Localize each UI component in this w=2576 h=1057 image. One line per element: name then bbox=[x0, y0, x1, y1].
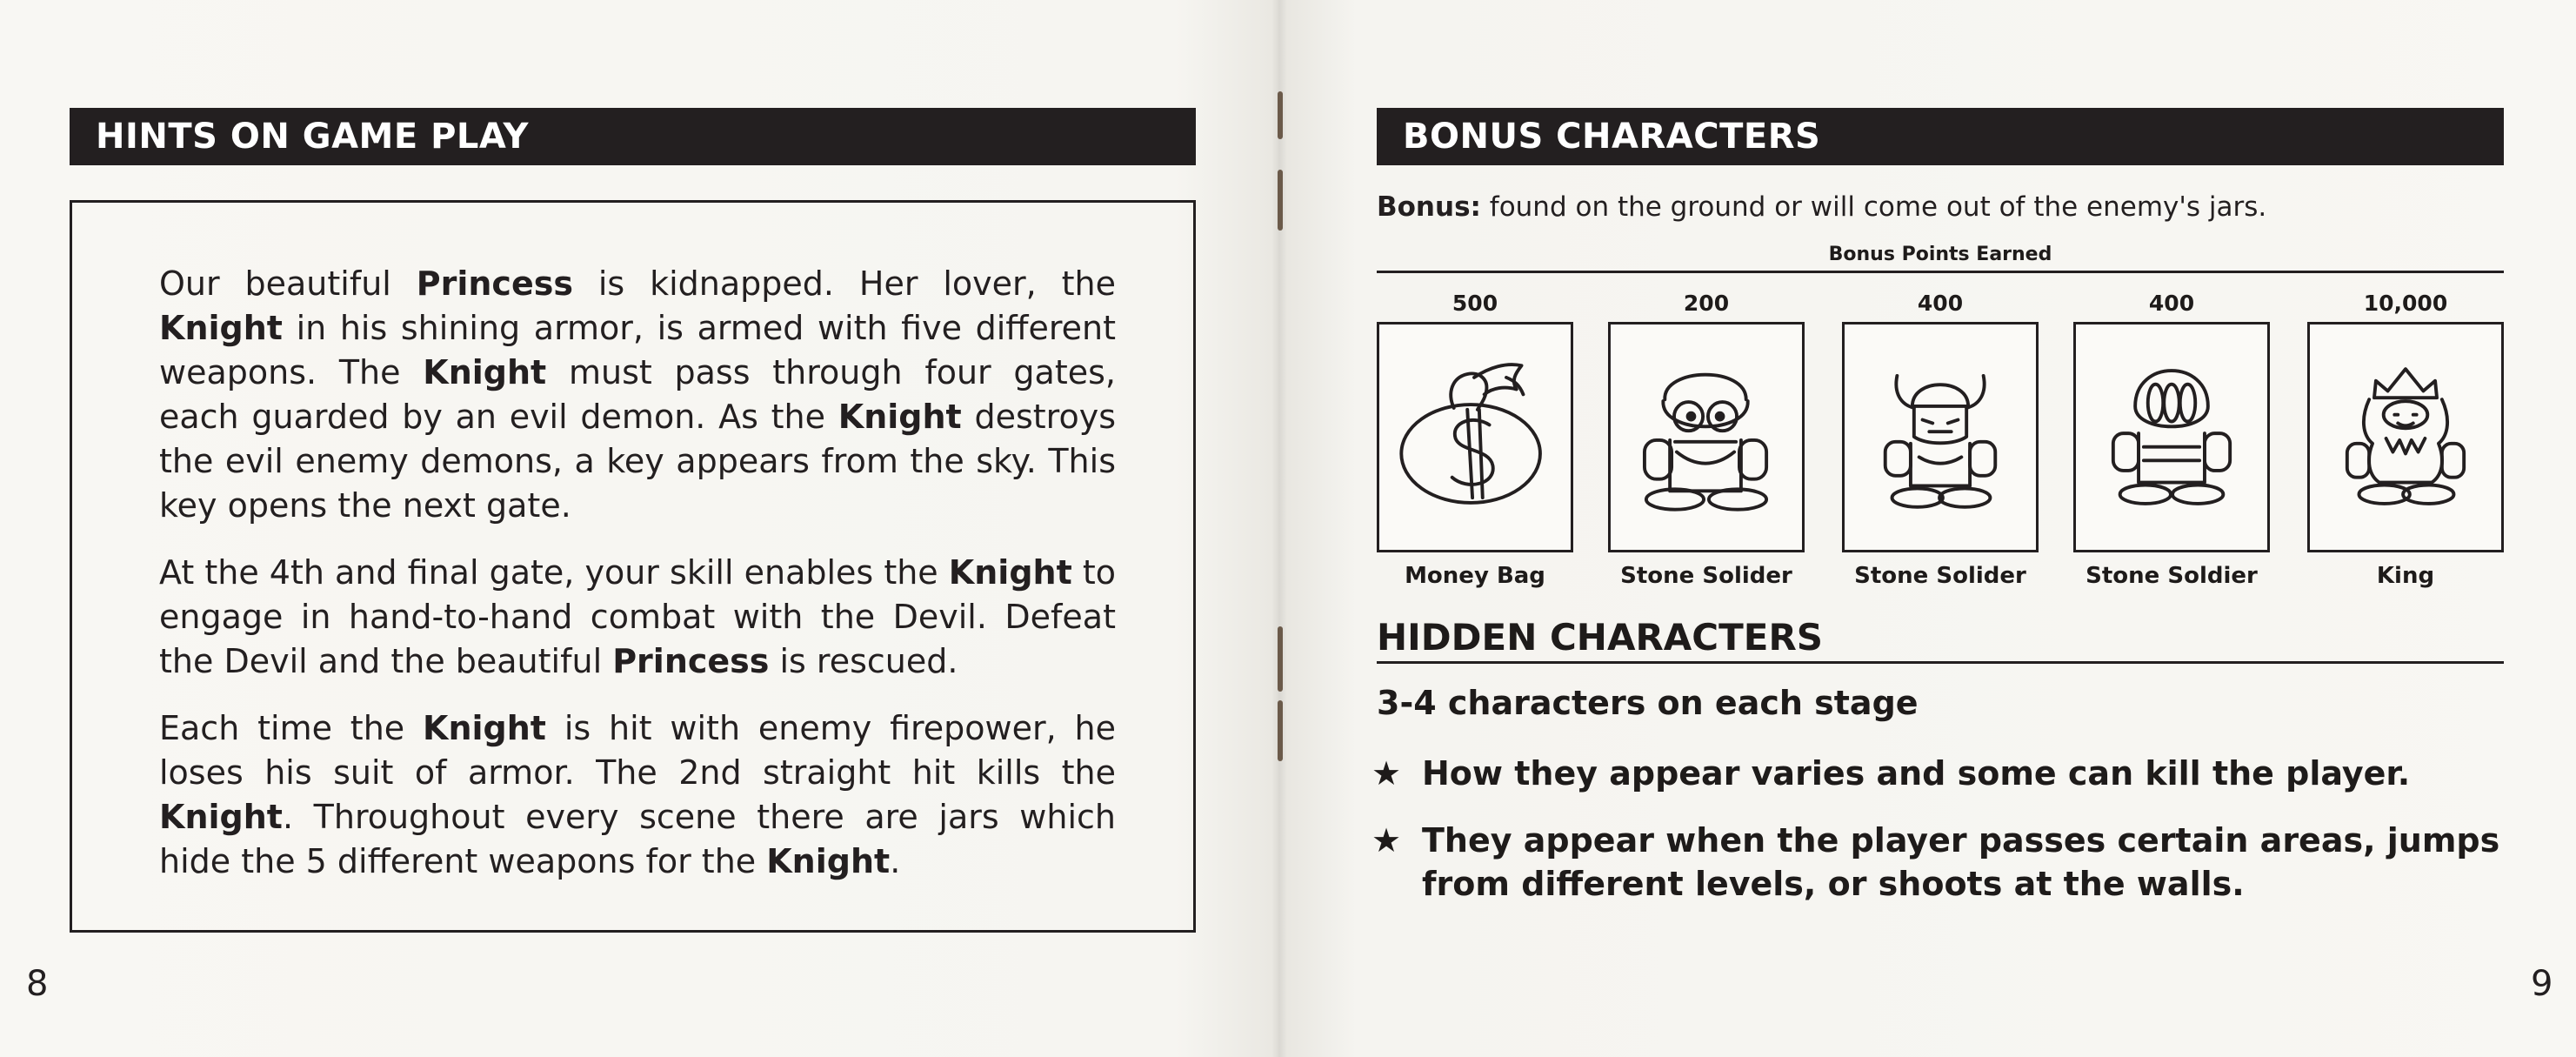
character-name: Stone Solider bbox=[1854, 563, 2026, 589]
page-number-left: 8 bbox=[26, 964, 49, 1004]
staple-top-lower bbox=[1278, 170, 1283, 231]
emphasized-word: Knight bbox=[423, 353, 547, 391]
staple-bottom-lower bbox=[1278, 700, 1283, 761]
hints-text bbox=[159, 262, 1116, 906]
star-bullet-icon: ★ bbox=[1371, 821, 1402, 860]
gutter-shadow bbox=[1271, 0, 1287, 1057]
paragraph-text: . bbox=[890, 842, 901, 880]
bonus-character-stone-soldier-3 bbox=[2073, 285, 2270, 589]
emphasized-word: Knight bbox=[948, 553, 1072, 592]
stone-soldier-grille-icon bbox=[2076, 324, 2267, 550]
paragraph-text: . Throughout every scene there are jars which hide the 5 different weapons for the bbox=[159, 798, 1116, 880]
paragraph-text: in his shining armor, is armed with five different weapons. The bbox=[159, 309, 1116, 391]
emphasized-word: Knight bbox=[159, 798, 283, 836]
money-bag-icon bbox=[1379, 324, 1571, 550]
staple-bottom bbox=[1278, 626, 1283, 692]
paragraph-text: is kidnapped. Her lover, the bbox=[572, 264, 1116, 303]
hidden-characters-rule bbox=[1377, 661, 2504, 664]
paragraph-text: destroys the evil enemy demons, a key appears from the sky. This key opens the next gate. bbox=[159, 398, 1116, 525]
bonus-character-king bbox=[2307, 285, 2504, 589]
emphasized-word: Knight bbox=[766, 842, 891, 880]
emphasized-word: Knight bbox=[838, 398, 962, 436]
bonus-character-stone-solider-2 bbox=[1842, 285, 2039, 589]
bonus-character-money-bag bbox=[1377, 285, 1573, 589]
character-frame bbox=[2073, 322, 2270, 552]
bonus-points-caption: Bonus Points Earned bbox=[1828, 244, 2052, 265]
hidden-characters-subtitle: 3-4 characters on each stage bbox=[1377, 684, 1919, 722]
bonus-text: found on the ground or will come out of the enemy's jars. bbox=[1480, 191, 2267, 223]
bonus-character-stone-solider-1 bbox=[1608, 285, 1805, 589]
character-points: 10,000 bbox=[2363, 291, 2448, 316]
paragraph-text: At the 4th and final gate, your skill enables the bbox=[159, 553, 949, 592]
paragraph-text: must pass through four gates, each guarded by an evil demon. As the bbox=[159, 353, 1116, 436]
bullet-text: How they appear varies and some can kill the player. bbox=[1422, 754, 2411, 793]
page-number-right: 9 bbox=[2531, 964, 2553, 1004]
character-name: King bbox=[2376, 563, 2435, 589]
stone-soldier-goggles-icon bbox=[1611, 324, 1802, 550]
emphasized-word: Princess bbox=[612, 642, 770, 680]
star-bullet-icon: ★ bbox=[1371, 754, 1402, 793]
character-name: Money Bag bbox=[1405, 563, 1545, 589]
paragraph-text: Our beautiful bbox=[159, 264, 417, 303]
character-points: 400 bbox=[2148, 291, 2195, 316]
character-frame bbox=[1842, 322, 2039, 552]
bullet-text: They appear when the player passes certain areas, jumps from different levels, or shoots at the walls. bbox=[1422, 821, 2500, 903]
left-page bbox=[0, 0, 1278, 1057]
paragraph-text: is hit with enemy firepower, he loses his suit of armor. The 2nd straight hit kills the bbox=[159, 709, 1117, 792]
hidden-characters-heading: HIDDEN CHARACTERS bbox=[1377, 616, 1824, 659]
character-points: 500 bbox=[1452, 291, 1498, 316]
hints-paragraph bbox=[159, 262, 1116, 528]
character-frame bbox=[2307, 322, 2504, 552]
bonus-points-rule bbox=[1377, 271, 2504, 273]
stone-soldier-horned-icon bbox=[1845, 324, 2036, 550]
hints-box bbox=[70, 200, 1196, 933]
hints-banner: HINTS ON GAME PLAY bbox=[70, 108, 1196, 165]
paragraph-text: Each time the bbox=[159, 709, 424, 747]
bonus-banner: BONUS CHARACTERS bbox=[1377, 108, 2504, 165]
emphasized-word: Knight bbox=[159, 309, 283, 347]
hints-paragraph bbox=[159, 706, 1116, 884]
staple-top bbox=[1278, 91, 1283, 139]
bonus-label: Bonus: bbox=[1377, 191, 1481, 223]
character-name: Stone Soldier bbox=[2085, 563, 2258, 589]
bonus-description bbox=[1377, 191, 2266, 223]
character-name: Stone Solider bbox=[1620, 563, 1792, 589]
paragraph-text: is rescued. bbox=[769, 642, 958, 680]
character-frame bbox=[1377, 322, 1573, 552]
paragraph-text: to engage in hand-to-hand combat with the Devil. Defeat the Devil and the beautiful bbox=[159, 553, 1117, 680]
character-points: 400 bbox=[1917, 291, 1964, 316]
emphasized-word: Knight bbox=[423, 709, 546, 747]
hints-paragraph bbox=[159, 551, 1116, 684]
character-frame bbox=[1608, 322, 1805, 552]
character-points: 200 bbox=[1683, 291, 1730, 316]
emphasized-word: Princess bbox=[416, 264, 573, 303]
king-icon bbox=[2310, 324, 2501, 550]
